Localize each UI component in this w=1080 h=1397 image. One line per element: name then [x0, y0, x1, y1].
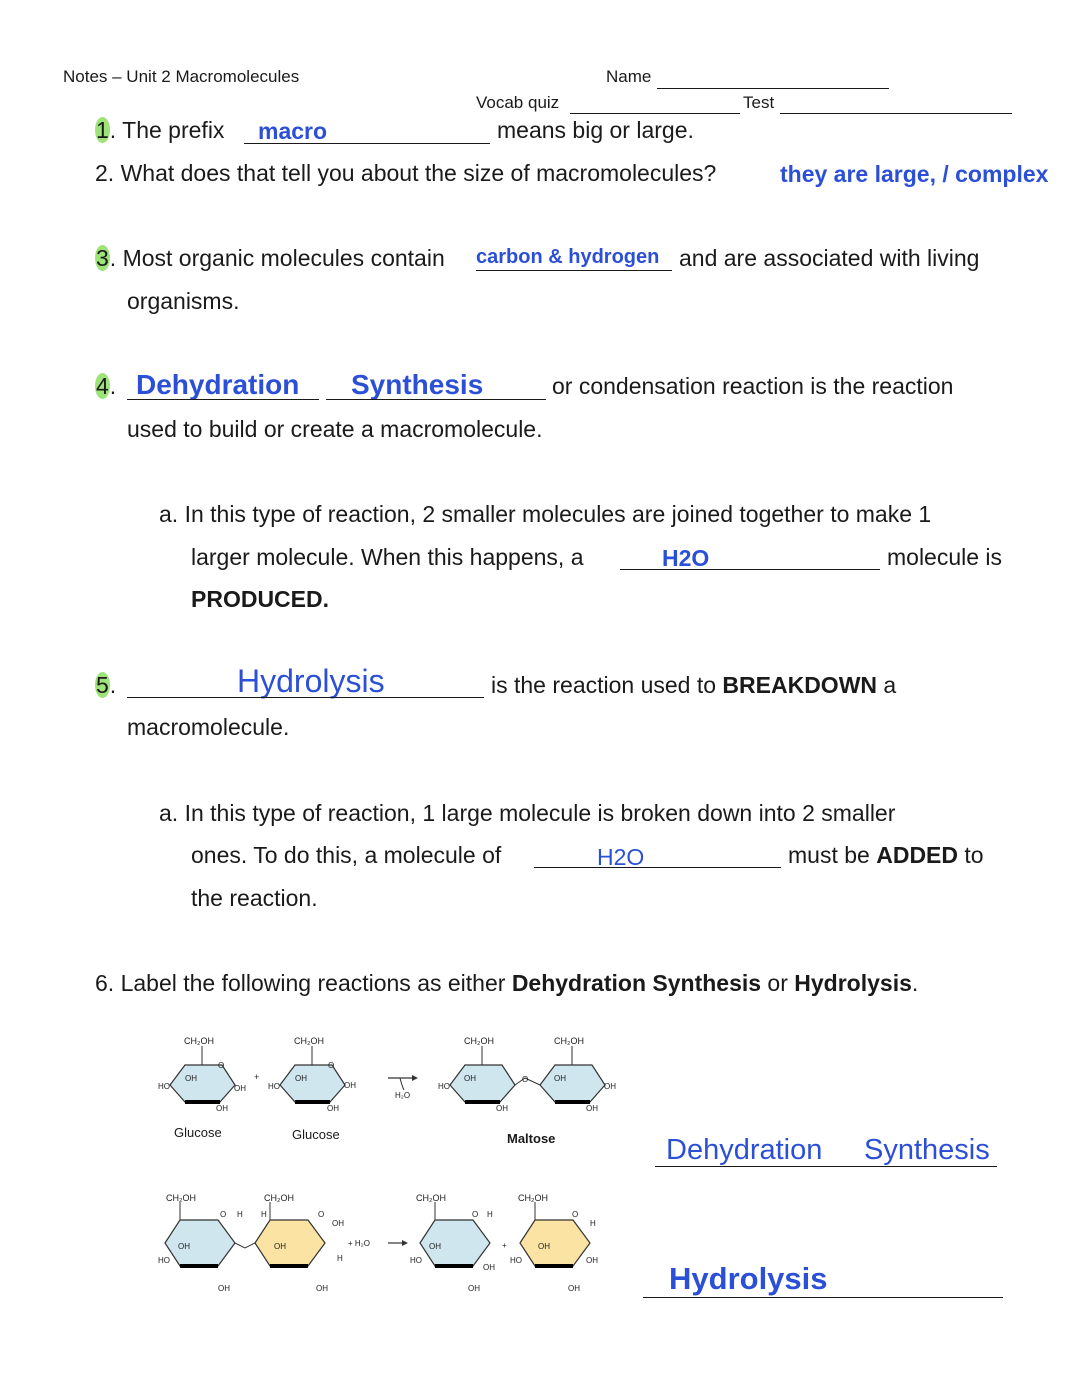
q6-bold-a: Dehydration Synthesis — [511, 970, 762, 996]
r1-ho-3: HO — [438, 1082, 450, 1091]
question-1 — [95, 117, 224, 144]
r2-h-4: H — [487, 1210, 493, 1219]
r2-ch2oh-4: CH₂OH — [518, 1193, 548, 1203]
r2-oh-2: OH — [274, 1242, 286, 1251]
r2-ho-3: HO — [510, 1256, 522, 1265]
test-label: Test — [743, 93, 775, 112]
r2-ch2oh-1: CH₂OH — [166, 1193, 196, 1203]
q5a-line2-b-text: must be — [788, 842, 877, 868]
q5-text-a: is the reaction used to — [491, 672, 723, 698]
vocab-quiz-label: Vocab quiz — [476, 93, 560, 112]
q6-bold-b: Hydrolysis — [794, 970, 912, 996]
glucose-ring-2 — [280, 1046, 345, 1102]
q1-text-a: . The prefix — [109, 117, 225, 143]
q4a-line2-b: molecule is — [887, 544, 1003, 570]
q1-answer-line — [244, 143, 490, 144]
q6-text-c: . — [911, 970, 919, 996]
maltose-ring-2 — [540, 1046, 605, 1102]
r2-oh-3: OH — [218, 1284, 230, 1293]
q6-text-b: or — [761, 970, 795, 996]
q5-text-c: macromolecule. — [127, 714, 290, 740]
q4-number: 4 — [96, 373, 109, 399]
question-6 — [95, 970, 918, 997]
r2-oh-9: OH — [468, 1284, 480, 1293]
r1-oh-10: OH — [496, 1104, 508, 1113]
q2-answer: they are large, / complex — [780, 161, 1049, 187]
r1-water: H₂O — [395, 1091, 411, 1100]
r1-plus: + — [254, 1072, 260, 1082]
maltose-label: Maltose — [507, 1131, 556, 1146]
r2-oh-4: OH — [316, 1284, 328, 1293]
r1-o-bridge: O — [522, 1075, 529, 1084]
r1-oh-11: OH — [586, 1104, 598, 1113]
r2-ho-1: HO — [158, 1256, 170, 1265]
r1-ho-2: HO — [268, 1082, 280, 1091]
r1-ch2oh-4: CH₂OH — [554, 1036, 584, 1046]
r2-o-4: O — [572, 1210, 579, 1219]
q4a-answer: H2O — [662, 545, 710, 571]
r2-water: + H₂O — [348, 1239, 370, 1248]
q5a-bold: ADDED — [876, 842, 958, 868]
r2-h-3: H — [337, 1254, 343, 1263]
r2-oh-8: OH — [586, 1256, 598, 1265]
vocab-quiz-line[interactable] — [570, 113, 740, 114]
r1-oh-8: OH — [554, 1074, 566, 1083]
r1-ch2oh-3: CH₂OH — [464, 1036, 494, 1046]
question-4-number: 4. — [96, 373, 117, 399]
question-3 — [95, 245, 445, 272]
q5a-answer: H2O — [597, 844, 645, 870]
r2-oh-7: OH — [483, 1263, 495, 1272]
q5-text-b: a — [877, 672, 897, 698]
name-label: Name — [606, 67, 652, 86]
r1-oh-5: OH — [344, 1081, 356, 1090]
r2-arrow — [402, 1240, 408, 1246]
r2-ho-2: HO — [410, 1256, 422, 1265]
name-field-line[interactable] — [657, 88, 889, 89]
r2-ring-3 — [420, 1202, 490, 1266]
r1-oh-4: OH — [295, 1074, 307, 1083]
r1-ch2oh-1: CH₂OH — [184, 1036, 214, 1046]
r2-plus: + — [502, 1241, 507, 1250]
r1-oh-6: OH — [327, 1104, 339, 1113]
r2-ch2oh-3: CH₂OH — [416, 1193, 446, 1203]
q5-answer-line — [127, 697, 484, 698]
reaction-1-answer-a: Dehydration — [666, 1134, 823, 1166]
r2-o-3: O — [472, 1210, 479, 1219]
r1-o-1: O — [218, 1061, 225, 1070]
reaction-1-answer-b: Synthesis — [864, 1134, 990, 1166]
q5-bold: BREAKDOWN — [722, 672, 878, 698]
document-title: Notes – Unit 2 Macromolecules — [63, 67, 300, 86]
r1-oh-2: OH — [234, 1084, 246, 1093]
r1-ho-1: HO — [158, 1082, 170, 1091]
r2-h-1: H — [237, 1210, 243, 1219]
q1-answer: macro — [258, 118, 328, 144]
q5-text — [491, 672, 896, 699]
r2-oh-10: OH — [568, 1284, 580, 1293]
r2-bond — [235, 1243, 255, 1248]
q3-text-c: organisms. — [127, 288, 240, 314]
q5a-line3: the reaction. — [191, 885, 318, 911]
r1-o-2: O — [328, 1061, 335, 1070]
r2-oh-1: OH — [178, 1242, 190, 1251]
q4a-answer-line — [620, 569, 880, 570]
reaction-2-answer-line — [643, 1297, 1003, 1298]
r2-o-1: O — [220, 1210, 227, 1219]
r1-oh-3: OH — [216, 1104, 228, 1113]
test-field-line[interactable] — [780, 113, 1012, 114]
reaction-2-answer: Hydrolysis — [669, 1261, 828, 1296]
r2-h-2: H — [261, 1210, 267, 1219]
q4-answer-b-line — [326, 399, 546, 400]
glucose-label-2: Glucose — [292, 1127, 340, 1142]
q5-number: 5 — [96, 672, 109, 698]
reaction-1-diagram — [150, 1030, 630, 1155]
r1-oh-9: OH — [604, 1082, 616, 1091]
q4-answer-a: Dehydration — [136, 369, 300, 400]
q3-text-b: and are associated with living — [679, 245, 980, 271]
q4-answer-b: Synthesis — [351, 369, 484, 400]
question-5-number: 5. — [96, 672, 117, 698]
q5a-line2-b — [788, 842, 984, 869]
q5a-line2-a: ones. To do this, a molecule of — [191, 842, 502, 868]
q4-answer-a-line — [127, 399, 319, 400]
q4a-line1: a. In this type of reaction, 2 smaller molecules are joined together to make 1 — [159, 501, 932, 527]
q5-answer: Hydrolysis — [237, 663, 385, 699]
maltose-ring-1 — [450, 1046, 515, 1102]
reaction-2-diagram — [150, 1188, 630, 1298]
q6-text-a: 6. Label the following reactions as either — [95, 970, 512, 996]
q1-number: 1 — [96, 117, 109, 143]
r2-ch2oh-2: CH₂OH — [264, 1193, 294, 1203]
r2-h-5: H — [590, 1219, 596, 1228]
q3-number: 3 — [96, 245, 109, 271]
r2-ring-4 — [520, 1202, 590, 1266]
r1-oh-7: OH — [464, 1074, 476, 1083]
question-2: 2. What does that tell you about the size of macromolecules? — [95, 160, 717, 186]
q4a-line2-a: larger molecule. When this happens, a — [191, 544, 584, 570]
q5a-line2-c: to — [958, 842, 984, 868]
reaction-1-answer-line — [655, 1166, 997, 1167]
r1-oh-1: OH — [185, 1074, 197, 1083]
q1-text-b: means big or large. — [497, 117, 694, 143]
glucose-ring-1 — [170, 1046, 235, 1102]
r2-oh-6: OH — [538, 1242, 550, 1251]
q3-answer: carbon & hydrogen — [476, 246, 660, 268]
q4a-line3: PRODUCED. — [191, 586, 330, 612]
r2-oh-top: OH — [332, 1219, 344, 1228]
water-release-arrow — [400, 1078, 404, 1090]
r2-oh-5: OH — [429, 1242, 441, 1251]
glucose-label-1: Glucose — [174, 1125, 222, 1140]
r2-o-2: O — [318, 1210, 325, 1219]
q3-answer-line — [476, 270, 672, 271]
q3-text-a: . Most organic molecules contain — [109, 245, 445, 271]
r1-ch2oh-2: CH₂OH — [294, 1036, 324, 1046]
q4-text-b: used to build or create a macromolecule. — [127, 416, 543, 442]
q4-text-a: or condensation reaction is the reaction — [552, 373, 954, 399]
q5a-line1: a. In this type of reaction, 1 large molecule is broken down into 2 smaller — [159, 800, 896, 826]
q5a-answer-line — [534, 867, 781, 868]
